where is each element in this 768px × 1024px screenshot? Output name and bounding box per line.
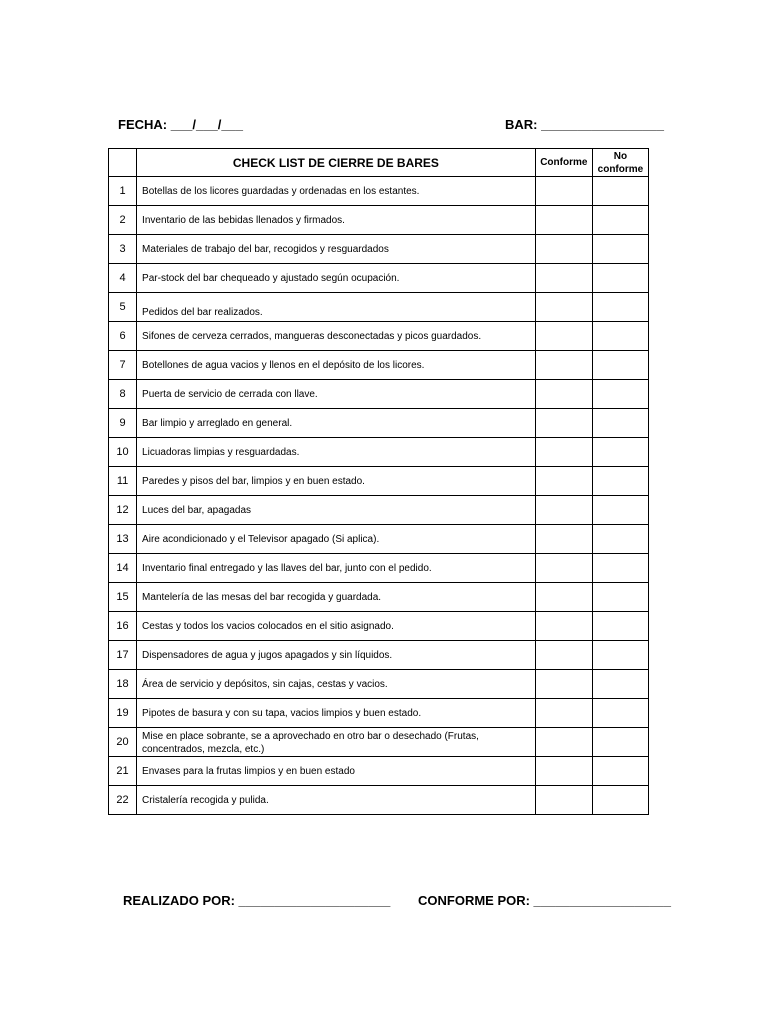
- no-conforme-checkbox-cell[interactable]: [592, 177, 648, 206]
- no-conforme-checkbox-cell[interactable]: [592, 380, 648, 409]
- row-description: Pedidos del bar realizados.: [137, 293, 536, 322]
- no-conforme-checkbox-cell[interactable]: [592, 409, 648, 438]
- no-conforme-checkbox-cell[interactable]: [592, 264, 648, 293]
- row-number: 15: [109, 583, 137, 612]
- table-row: [109, 409, 649, 438]
- row-number: 12: [109, 496, 137, 525]
- no-conforme-checkbox-cell[interactable]: [592, 351, 648, 380]
- table-row: [109, 583, 649, 612]
- row-description: Inventario final entregado y las llaves del bar, junto con el pedido.: [137, 554, 536, 583]
- no-conforme-checkbox-cell[interactable]: [592, 612, 648, 641]
- no-conforme-checkbox-cell[interactable]: [592, 786, 648, 815]
- table-row: [109, 641, 649, 670]
- row-number: 7: [109, 351, 137, 380]
- row-description: Botellas de los licores guardadas y ordenadas en los estantes.: [137, 177, 536, 206]
- no-conforme-checkbox-cell[interactable]: [592, 467, 648, 496]
- conforme-checkbox-cell[interactable]: [535, 757, 592, 786]
- conforme-header: Conforme: [535, 149, 592, 177]
- row-number: 4: [109, 264, 137, 293]
- conforme-checkbox-cell[interactable]: [535, 322, 592, 351]
- conforme-checkbox-cell[interactable]: [535, 206, 592, 235]
- conforme-checkbox-cell[interactable]: [535, 728, 592, 757]
- row-description: Materiales de trabajo del bar, recogidos y resguardados: [137, 235, 536, 264]
- conforme-checkbox-cell[interactable]: [535, 438, 592, 467]
- table-row: [109, 380, 649, 409]
- row-description: Bar limpio y arreglado en general.: [137, 409, 536, 438]
- row-description: Luces del bar, apagadas: [137, 496, 536, 525]
- row-description: Dispensadores de agua y jugos apagados y sin líquidos.: [137, 641, 536, 670]
- no-conforme-checkbox-cell[interactable]: [592, 554, 648, 583]
- table-row: [109, 206, 649, 235]
- row-description: Puerta de servicio de cerrada con llave.: [137, 380, 536, 409]
- row-description: Inventario de las bebidas llenados y firmados.: [137, 206, 536, 235]
- checklist-title: CHECK LIST DE CIERRE DE BARES: [137, 149, 536, 177]
- no-conforme-checkbox-cell[interactable]: [592, 496, 648, 525]
- table-row: [109, 757, 649, 786]
- table-row: [109, 438, 649, 467]
- conforme-checkbox-cell[interactable]: [535, 380, 592, 409]
- row-description: Mantelería de las mesas del bar recogida y guardada.: [137, 583, 536, 612]
- table-row: [109, 467, 649, 496]
- row-number: 20: [109, 728, 137, 757]
- row-description: Licuadoras limpias y resguardadas.: [137, 438, 536, 467]
- conforme-checkbox-cell[interactable]: [535, 641, 592, 670]
- number-header-cell: [109, 149, 137, 177]
- no-conforme-checkbox-cell[interactable]: [592, 322, 648, 351]
- table-row: [109, 525, 649, 554]
- row-number: 1: [109, 177, 137, 206]
- table-row: [109, 612, 649, 641]
- no-conforme-checkbox-cell[interactable]: [592, 699, 648, 728]
- conforme-por-field: CONFORME POR: ___________________: [418, 893, 671, 908]
- bar-field: BAR: _________________: [505, 117, 665, 132]
- table-row: [109, 554, 649, 583]
- table-row: [109, 496, 649, 525]
- table-row: [109, 177, 649, 206]
- conforme-checkbox-cell[interactable]: [535, 699, 592, 728]
- conforme-checkbox-cell[interactable]: [535, 293, 592, 322]
- conforme-checkbox-cell[interactable]: [535, 670, 592, 699]
- fecha-field: FECHA: ___/___/___: [118, 117, 244, 132]
- no-conforme-header: No conforme: [592, 149, 648, 177]
- realizado-por-field: REALIZADO POR: _____________________: [123, 893, 391, 908]
- no-conforme-checkbox-cell[interactable]: [592, 641, 648, 670]
- no-conforme-checkbox-cell[interactable]: [592, 670, 648, 699]
- row-number: 14: [109, 554, 137, 583]
- row-number: 6: [109, 322, 137, 351]
- conforme-checkbox-cell[interactable]: [535, 786, 592, 815]
- row-number: 22: [109, 786, 137, 815]
- row-number: 10: [109, 438, 137, 467]
- row-number: 9: [109, 409, 137, 438]
- table-row: [109, 235, 649, 264]
- table-row: [109, 293, 649, 322]
- row-description: Aire acondicionado y el Televisor apagado (Si aplica).: [137, 525, 536, 554]
- row-description: Mise en place sobrante, se a aprovechado en otro bar o desechado (Frutas, concentrados, mezcla, etc.): [137, 728, 536, 757]
- row-number: 18: [109, 670, 137, 699]
- conforme-checkbox-cell[interactable]: [535, 554, 592, 583]
- row-description: Área de servicio y depósitos, sin cajas, cestas y vacios.: [137, 670, 536, 699]
- no-conforme-checkbox-cell[interactable]: [592, 206, 648, 235]
- conforme-checkbox-cell[interactable]: [535, 351, 592, 380]
- row-description: Paredes y pisos del bar, limpios y en buen estado.: [137, 467, 536, 496]
- conforme-checkbox-cell[interactable]: [535, 409, 592, 438]
- no-conforme-checkbox-cell[interactable]: [592, 235, 648, 264]
- checklist-table: [108, 148, 649, 815]
- row-number: 5: [109, 293, 137, 322]
- table-row: [109, 786, 649, 815]
- conforme-checkbox-cell[interactable]: [535, 612, 592, 641]
- row-number: 16: [109, 612, 137, 641]
- row-description: Envases para la frutas limpios y en buen estado: [137, 757, 536, 786]
- table-row: [109, 264, 649, 293]
- row-number: 2: [109, 206, 137, 235]
- conforme-checkbox-cell[interactable]: [535, 467, 592, 496]
- no-conforme-checkbox-cell[interactable]: [592, 293, 648, 322]
- row-description: Par-stock del bar chequeado y ajustado según ocupación.: [137, 264, 536, 293]
- row-number: 17: [109, 641, 137, 670]
- table-row: [109, 670, 649, 699]
- no-conforme-checkbox-cell[interactable]: [592, 438, 648, 467]
- conforme-checkbox-cell[interactable]: [535, 264, 592, 293]
- table-row: [109, 699, 649, 728]
- row-number: 13: [109, 525, 137, 554]
- row-number: 19: [109, 699, 137, 728]
- conforme-checkbox-cell[interactable]: [535, 235, 592, 264]
- row-description: Pipotes de basura y con su tapa, vacios limpios y buen estado.: [137, 699, 536, 728]
- no-conforme-checkbox-cell[interactable]: [592, 728, 648, 757]
- row-description: Cestas y todos los vacios colocados en el sitio asignado.: [137, 612, 536, 641]
- row-description: Botellones de agua vacios y llenos en el depósito de los licores.: [137, 351, 536, 380]
- no-conforme-checkbox-cell[interactable]: [592, 583, 648, 612]
- no-conforme-checkbox-cell[interactable]: [592, 525, 648, 554]
- row-number: 11: [109, 467, 137, 496]
- table-header-row: [109, 149, 649, 177]
- conforme-checkbox-cell[interactable]: [535, 177, 592, 206]
- conforme-checkbox-cell[interactable]: [535, 583, 592, 612]
- table-row: [109, 351, 649, 380]
- row-number: 8: [109, 380, 137, 409]
- conforme-checkbox-cell[interactable]: [535, 496, 592, 525]
- table-row: [109, 322, 649, 351]
- conforme-checkbox-cell[interactable]: [535, 525, 592, 554]
- table-row: [109, 728, 649, 757]
- row-description: Sifones de cerveza cerrados, mangueras desconectadas y picos guardados.: [137, 322, 536, 351]
- row-description: Cristalería recogida y pulida.: [137, 786, 536, 815]
- row-number: 3: [109, 235, 137, 264]
- row-number: 21: [109, 757, 137, 786]
- no-conforme-checkbox-cell[interactable]: [592, 757, 648, 786]
